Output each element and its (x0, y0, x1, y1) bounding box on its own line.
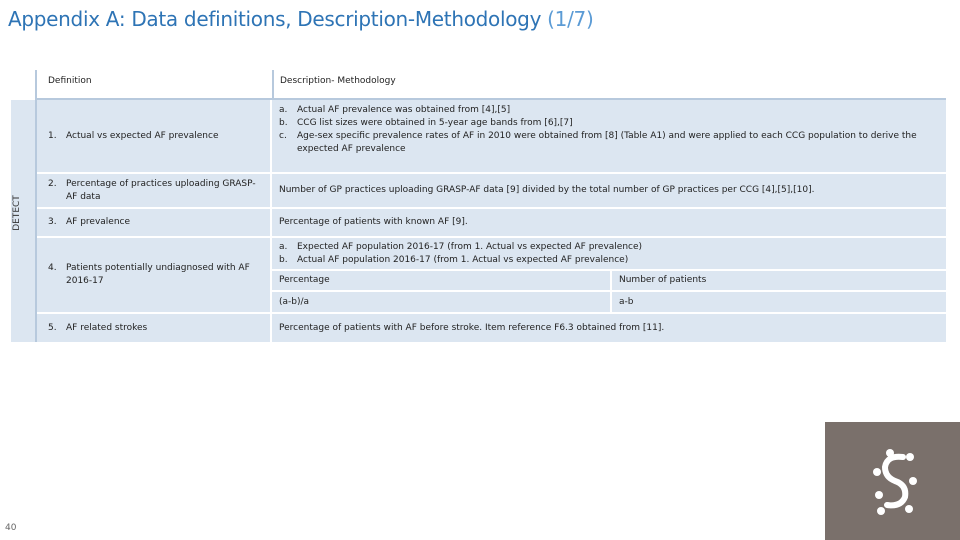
title-main: Appendix A: Data definitions, Description-Methodology (8, 7, 548, 31)
definition-text: Patients potentially undiagnosed with AF 2016-17 (66, 263, 250, 286)
list-item: b. CCG list sizes were obtained in 5-year age bands from [6],[7] (279, 118, 573, 128)
table-row-4-description (272, 236, 946, 269)
list-item: a. Expected AF population 2016-17 (from 1. Actual vs expected AF prevalence) (279, 242, 643, 252)
table-row-4-definition (37, 236, 270, 312)
header-description-cell (272, 70, 946, 100)
row-number: 4. (48, 263, 57, 273)
subtable-value-patients: a-b (610, 290, 946, 312)
table-row-1-definition (37, 100, 270, 172)
corner-block (825, 422, 960, 540)
definition-text: Actual vs expected AF prevalence (66, 130, 219, 141)
subtable-header-patients: Number of patients (610, 269, 946, 290)
table-row-2-description (272, 172, 946, 207)
definition-text: Percentage of practices uploading GRASP-AF data (66, 178, 256, 202)
definition-text: AF prevalence (66, 217, 131, 227)
list-item: b. Actual AF population 2016-17 (from 1. Actual vs expected AF prevalence) (279, 255, 629, 265)
header-description: Description- Methodology (280, 76, 396, 86)
page-number: 40 (5, 523, 17, 533)
table-row-3-definition (37, 207, 270, 236)
subtable-header-percentage: Percentage (272, 269, 610, 290)
header-definition: Definition (48, 76, 92, 86)
row-number: 1. (48, 130, 57, 141)
description-text: Percentage of patients with AF before stroke. Item reference F6.3 obtained from [11]. (279, 322, 665, 333)
row-number: 2. (48, 178, 57, 189)
list-item: c. Age-sex specific prevalence rates of AF in 2010 were obtained from [8] (Table A1) and were applied to each CCG population to derive the expected AF prevalence (279, 131, 917, 154)
row-number: 5. (48, 322, 57, 333)
table-row-5-definition (37, 312, 270, 342)
table-row-2-definition (37, 172, 270, 207)
list-item: a. Actual AF prevalence was obtained from [4],[5] (279, 105, 511, 115)
table-row-3-description (272, 207, 946, 236)
title-part: (1/7) (547, 7, 594, 31)
description-text: Percentage of patients with known AF [9]. (279, 217, 468, 227)
table-row-5-description (272, 312, 946, 342)
logo-icon (865, 447, 925, 517)
header-definition-cell (37, 70, 272, 100)
table-row-1-description (272, 100, 946, 172)
definition-text: AF related strokes (66, 322, 148, 333)
row-number: 3. (48, 217, 57, 227)
page-title (8, 7, 593, 31)
description-text: Number of GP practices uploading GRASP-AF data [9] divided by the total number of GP practices per CCG [4],[5],[10]. (279, 185, 815, 195)
section-label: DETECT (12, 195, 22, 231)
subtable-value-percentage: (a-b)/a (272, 290, 610, 312)
